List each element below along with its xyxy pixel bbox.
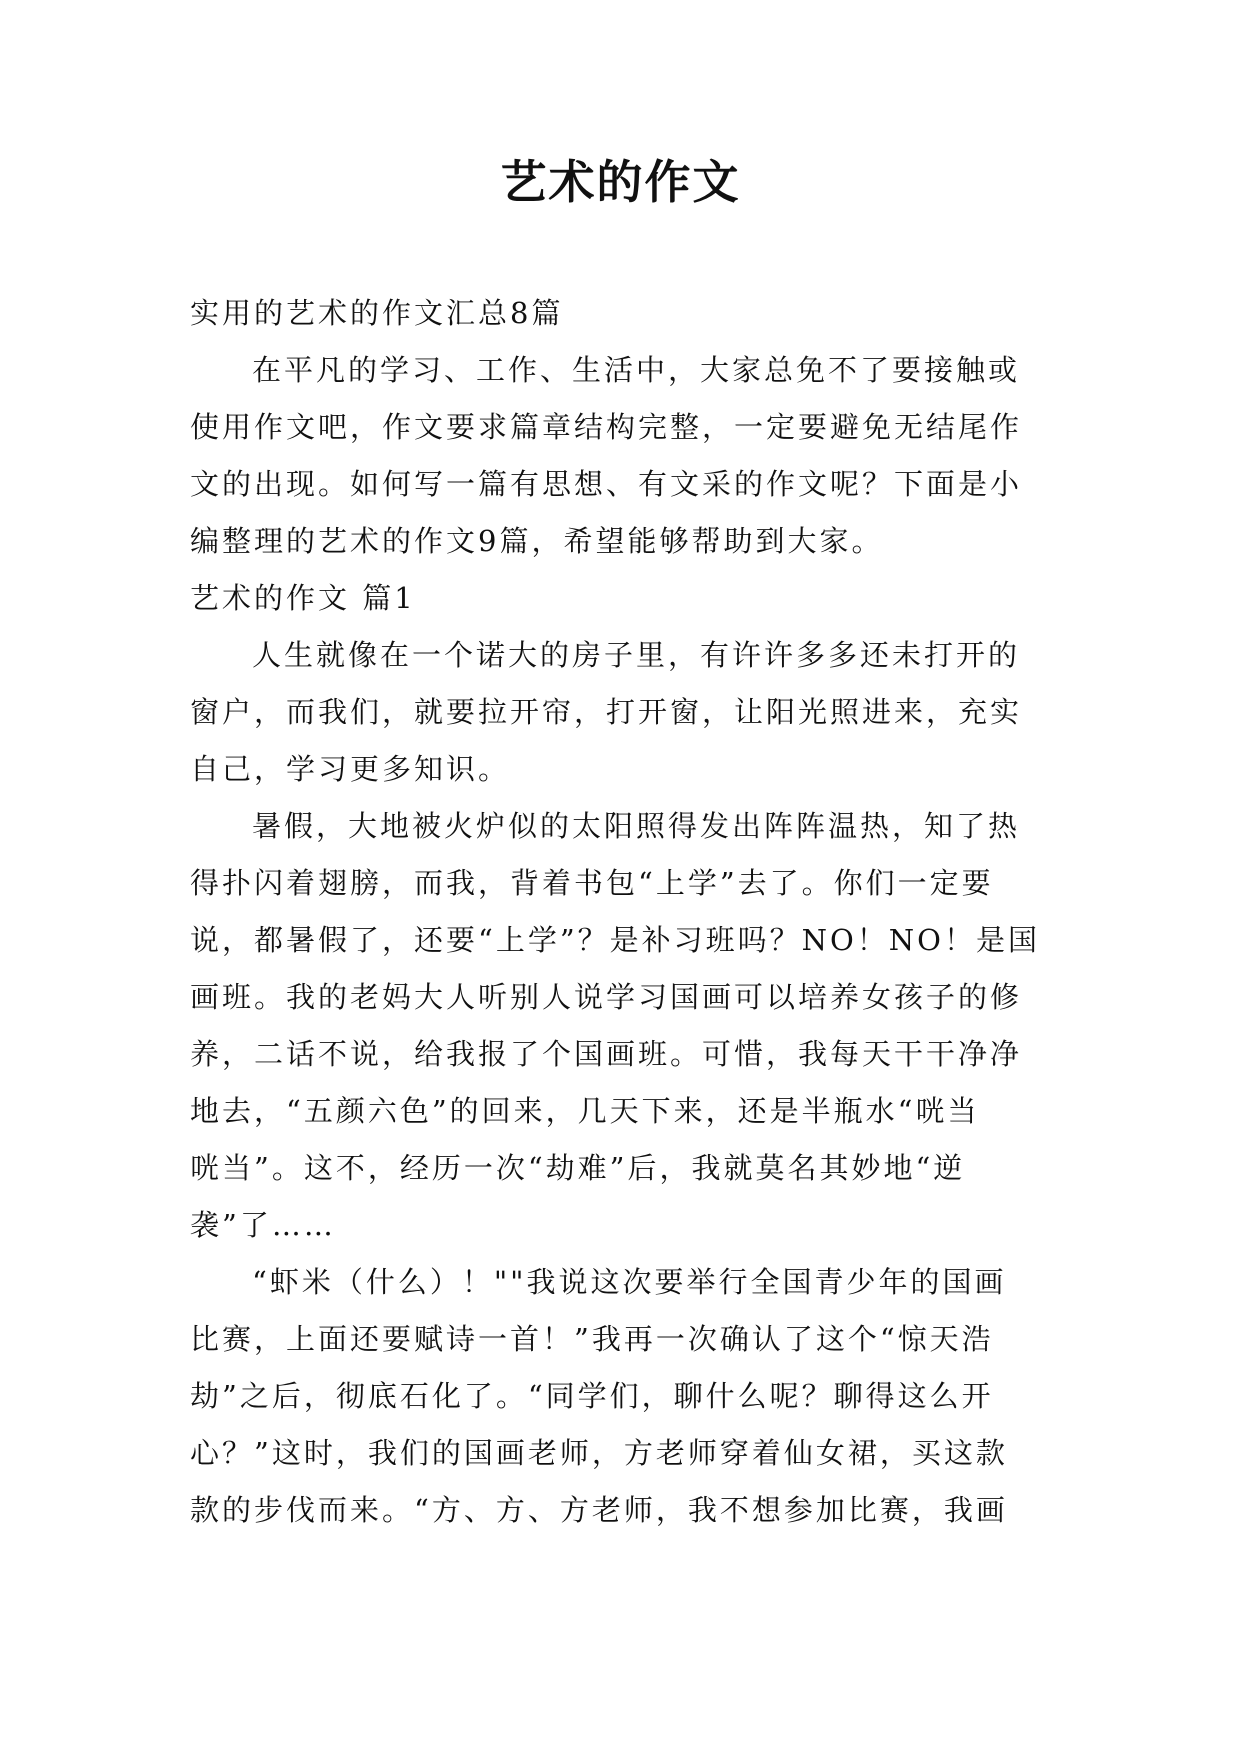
text-line: 心？”这时，我们的国画老师，方老师穿着仙女裙，买这款 <box>190 1436 1008 1470</box>
text-line: 养，二话不说，给我报了个国画班。可惜，我每天干干净净 <box>190 1037 1023 1071</box>
text-line: 使用作文吧，作文要求篇章结构完整，一定要避免无结尾作 <box>190 410 1023 444</box>
subtitle-paragraph <box>190 285 1050 342</box>
text-line: 说，都暑假了，还要“上学”？是补习班吗？NO！NO！是国 <box>190 923 1040 957</box>
text-line: 编整理的艺术的作文9篇，希望能够帮助到大家。 <box>190 524 884 558</box>
text-line: 窗户，而我们，就要拉开帘，打开窗，让阳光照进来，充实 <box>190 695 1023 729</box>
text-line: 实用的艺术的作文汇总8篇 <box>190 296 564 330</box>
text-line: 劫”之后，彻底石化了。“同学们，聊什么呢？聊得这么开 <box>190 1379 994 1413</box>
section-heading <box>190 570 1050 627</box>
document-body <box>190 285 1050 1539</box>
body-paragraph <box>190 798 1050 1254</box>
text-line: 比赛，上面还要赋诗一首！”我再一次确认了这个“惊天浩 <box>190 1322 994 1356</box>
text-line: 人生就像在一个诺大的房子里，有许许多多还未打开的 <box>252 638 1021 672</box>
text-line: 袭”了…… <box>190 1208 336 1242</box>
text-line: 自己，学习更多知识。 <box>190 752 511 786</box>
text-line: 在平凡的学习、工作、生活中，大家总免不了要接触或 <box>252 353 1021 387</box>
text-line: 款的步伐而来。“方、方、方老师，我不想参加比赛，我画 <box>190 1493 1008 1527</box>
body-paragraph <box>190 1254 1050 1539</box>
text-line: “虾米（什么）！""我说这次要举行全国青少年的国画 <box>252 1265 1007 1299</box>
text-line: 地去，“五颜六色”的回来，几天下来，还是半瓶水“咣当 <box>190 1094 980 1128</box>
intro-paragraph <box>190 342 1050 570</box>
text-line: 艺术的作文 篇1 <box>190 581 416 615</box>
text-line: 咣当”。这不，经历一次“劫难”后，我就莫名其妙地“逆 <box>190 1151 966 1185</box>
document-title: 艺术的作文 <box>500 155 741 209</box>
text-line: 暑假，大地被火炉似的太阳照得发出阵阵温热，知了热 <box>252 809 1021 843</box>
text-line: 文的出现。如何写一篇有思想、有文采的作文呢？下面是小 <box>190 467 1023 501</box>
text-line: 得扑闪着翅膀，而我，背着书包“上学”去了。你们一定要 <box>190 866 994 900</box>
text-line: 画班。我的老妈大人听别人说学习国画可以培养女孩子的修 <box>190 980 1023 1014</box>
body-paragraph <box>190 627 1050 798</box>
